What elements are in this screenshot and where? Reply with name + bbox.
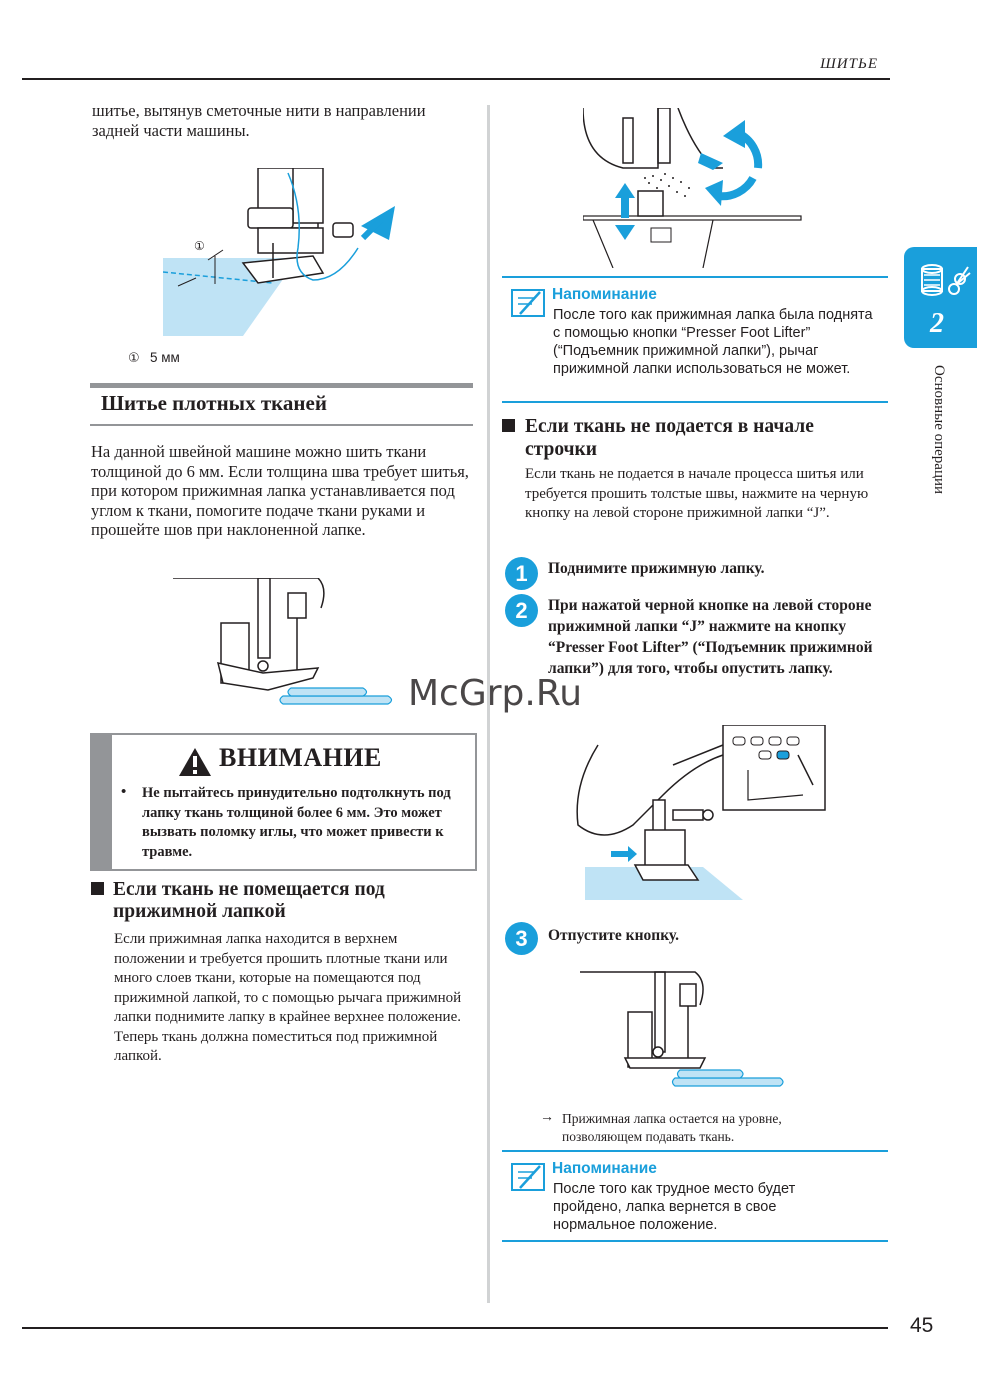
caution-text: Не пытайтесь принудительно подтолкнуть под лапку ткань толщиной более 6 мм. Это может вызвать поломку иглы, что может привести к травме.	[142, 785, 451, 860]
figure1-caption: 5 мм	[150, 350, 180, 365]
step-1-text: Поднимите прижимную лапку.	[548, 560, 765, 577]
result-arrow: →	[540, 1110, 554, 1125]
memo2-bottom-rule	[502, 1240, 888, 1242]
page-number: 45	[910, 1314, 934, 1337]
step-3-text: Отпустите кнопку.	[548, 927, 679, 944]
section-square-marker	[502, 419, 515, 432]
chapter-label: Основные операции	[931, 365, 947, 495]
step-2-circle: 2	[505, 594, 538, 627]
memo2-title: Напоминание	[552, 1160, 657, 1177]
header-rule	[22, 78, 890, 80]
memo-note-icon	[510, 288, 546, 318]
feed-section-body: Если ткань не подается в начале процесса шитья или требуется прошить толстые швы, нажмите на черную кнопку на левой стороне прижимной лапки “J”.	[525, 466, 869, 521]
watermark: McGrp.Ru	[408, 673, 583, 714]
thread-spool-icon	[912, 255, 972, 305]
warning-triangle-icon	[178, 747, 212, 777]
basting-threads-illustration	[163, 168, 403, 340]
section-rule-top	[90, 383, 473, 388]
caution-side-bar	[90, 733, 112, 869]
memo2-text: После того как трудное место будет пройдено, лапка вернется в свое нормальное положение.	[553, 1181, 796, 1233]
section-rule-bottom	[90, 424, 473, 426]
figure1-caption-marker: ①	[128, 350, 140, 365]
intro-text: шитье, вытянув сметочные нити в направлении задней части машины.	[92, 101, 426, 140]
presser-foot-lifter-illustration	[583, 108, 803, 268]
memo1-text: После того как прижимная лапка была поднята с помощью кнопки “Presser Foot Lifter” (“Подъемник прижимной лапки”), рычаг прижимной лапки использоваться не может.	[553, 307, 873, 377]
feed-section-title: Если ткань не подается в начале строчки	[525, 416, 814, 460]
memo1-bottom-rule	[502, 401, 888, 403]
foot-level-illustration	[580, 970, 785, 1095]
result-text: Прижимная лапка остается на уровне, позволяющем подавать ткань.	[562, 1111, 782, 1144]
chapter-tab-rule	[502, 276, 888, 278]
memo1-title: Напоминание	[552, 286, 657, 303]
caution-title: ВНИМАНИЕ	[219, 743, 382, 772]
footer-rule	[22, 1327, 888, 1329]
memo-note-icon	[510, 1162, 546, 1192]
section-square-marker	[91, 882, 104, 895]
caution-bullet: •	[121, 784, 127, 800]
not-fit-body: Если прижимная лапка находится в верхнем положении и требуется прошить плотные ткани или много слоев ткани, которые на помещаются под прижимной лапкой, то с помощью рычага прижимной лапки поднимите лапку в крайнее верхнее положение. Теперь ткань должна поместиться под прижимной лапкой.	[114, 931, 462, 1064]
header-section-title: ШИТЬЕ	[820, 56, 878, 72]
press-button-illustration	[573, 725, 828, 900]
heavy-fabrics-title: Шитье плотных тканей	[101, 391, 327, 415]
chapter-number: 2	[930, 308, 944, 339]
step-3-circle: 3	[505, 922, 538, 955]
memo2-top-rule	[502, 1150, 888, 1152]
thick-seam-illustration	[173, 578, 398, 708]
step-2-text: При нажатой черной кнопке на левой стороне прижимной лапки “J” нажмите на кнопку “Presser Foot Lifter” (“Подъемник прижимной лапки”) для того, чтобы опустить лапку.	[548, 597, 873, 677]
heavy-fabrics-body: На данной швейной машине можно шить ткани толщиной до 6 мм. Если толщина шва требует шитья, при котором прижимная лапка устанавливается под углом к ткани, помогите подаче ткани руками и прошейте шов при наклоненной лапке.	[91, 442, 469, 539]
step-1-circle: 1	[505, 557, 538, 590]
not-fit-title: Если ткань не помещается под прижимной лапкой	[113, 879, 385, 922]
figure1-callout-marker: ①	[194, 239, 205, 253]
